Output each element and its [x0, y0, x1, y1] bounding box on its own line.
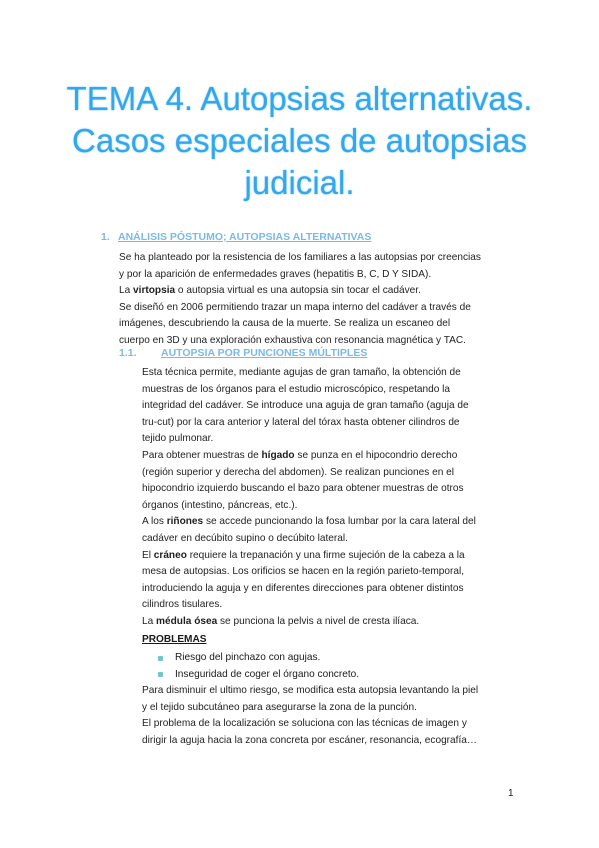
section-heading-text: ANÁLISIS PÓSTUMO; AUTOPSIAS ALTERNATIVAS	[118, 231, 372, 243]
text-line: (región superior y derecha del abdomen). Se realizan punciones en el	[142, 466, 454, 478]
text-line: Se ha planteado por la resistencia de los familiares a las autopsias por creencias	[119, 252, 481, 263]
text-line: mesa de autopsias. Los orificios se hacen en la región parieto-temporal,	[142, 566, 465, 578]
bold-term: riñones	[166, 516, 204, 528]
text-line: introduciendo la aguja y en diferentes direcciones para obtener distintos	[142, 582, 464, 594]
text-line: Esta técnica permite, mediante agujas de gran tamaño, la obtención de	[142, 367, 461, 378]
bold-term: virtopsia	[133, 285, 176, 297]
text-line: El problema de la localización se soluciona con las técnicas de imagen y	[142, 718, 467, 730]
list-item-text: Riesgo del pinchazo con agujas.	[175, 652, 321, 663]
problems-heading: PROBLEMAS	[142, 634, 207, 645]
text-line: Para disminuir el ultimo riesgo, se modifica esta autopsia levantando la piel	[142, 685, 479, 696]
text-line: cuerpo en 3D y una exploración exhaustiva con resonancia magnética y TAC.	[119, 334, 466, 346]
title-line: Casos especiales de autopsias	[72, 122, 527, 159]
text-run: requiere la trepanación y una firme sujeción de la cabeza a la	[186, 549, 465, 561]
text-line: tru-cut) por la cara anterior y lateral del tórax hasta obtener cilindros de	[142, 416, 460, 428]
text-line: órganos (intestino, páncreas, etc.).	[142, 499, 298, 511]
list-item	[158, 667, 359, 684]
text-line	[142, 514, 476, 531]
text-line	[142, 614, 476, 631]
section-heading	[101, 231, 371, 243]
list-item-text: Inseguridad de coger el órgano concreto.	[175, 668, 360, 680]
text-line	[142, 448, 476, 465]
subsection-number: 1.1.	[119, 347, 137, 359]
text-line: y por la aparición de enfermedades graves (hepatitis B, C, D Y SIDA).	[119, 268, 432, 280]
text-line: muestras de los órganos para el estudio microscópico, respetando la	[142, 383, 451, 395]
bold-term: cráneo	[153, 549, 187, 561]
text-line: y el tejido subcutáneo para asegurarse la zona de la punción.	[142, 701, 417, 713]
page-number: 1	[508, 788, 514, 799]
text-line: imágenes, descubriendo la causa de la muerte. Se realiza un escaneo del	[119, 318, 451, 330]
subsection-heading	[119, 347, 367, 359]
subsection-heading-text: AUTOPSIA POR PUNCIONES MÚLTIPLES	[161, 347, 368, 359]
text-run: o autopsia virtual es una autopsia sin tocar el cadáver.	[175, 285, 421, 297]
bullet-icon	[158, 656, 163, 661]
text-run: se punza en el hipocondrio derecho	[294, 449, 458, 461]
title-line: TEMA 4. Autopsias alternativas.	[66, 80, 533, 117]
section-paragraph	[119, 250, 481, 350]
problems-paragraph	[142, 683, 478, 749]
text-run: A los	[142, 516, 167, 528]
text-line	[142, 548, 476, 565]
title-line: judicial.	[244, 164, 355, 201]
text-run: La	[142, 615, 157, 627]
text-line	[119, 283, 481, 300]
document-title	[40, 78, 559, 204]
bold-term: hígado	[261, 449, 295, 461]
list-item	[158, 650, 359, 667]
text-run: La	[119, 285, 134, 297]
text-run: El	[142, 549, 154, 561]
text-line: cilindros tisulares.	[142, 599, 223, 611]
section-number: 1.	[101, 231, 110, 243]
text-line: Se diseñó en 2006 permitiendo trazar un mapa interno del cadáver a través de	[119, 301, 471, 313]
text-run: se punciona la pelvis a nivel de cresta ilíaca.	[217, 615, 420, 627]
text-line: hipocondrio izquierdo buscando el bazo para obtener muestras de otros	[142, 483, 464, 495]
text-line: integridad del cadáver. Se introduce una aguja de gran tamaño (aguja de	[142, 400, 469, 412]
text-line: tejido pulmonar.	[142, 433, 214, 445]
text-run: se accede puncionando la fosa lumbar por la cara lateral del	[203, 516, 476, 528]
text-run: Para obtener muestras de	[142, 449, 262, 461]
subsection-paragraph	[142, 365, 476, 631]
text-line: cadáver en decúbito supino o decúbito lateral.	[142, 532, 348, 544]
text-line: dirigir la aguja hacia la zona concreta por escáner, resonancia, ecografía…	[142, 734, 477, 746]
problems-list	[158, 650, 359, 683]
bullet-icon	[158, 672, 163, 677]
bold-term: médula ósea	[156, 615, 218, 627]
